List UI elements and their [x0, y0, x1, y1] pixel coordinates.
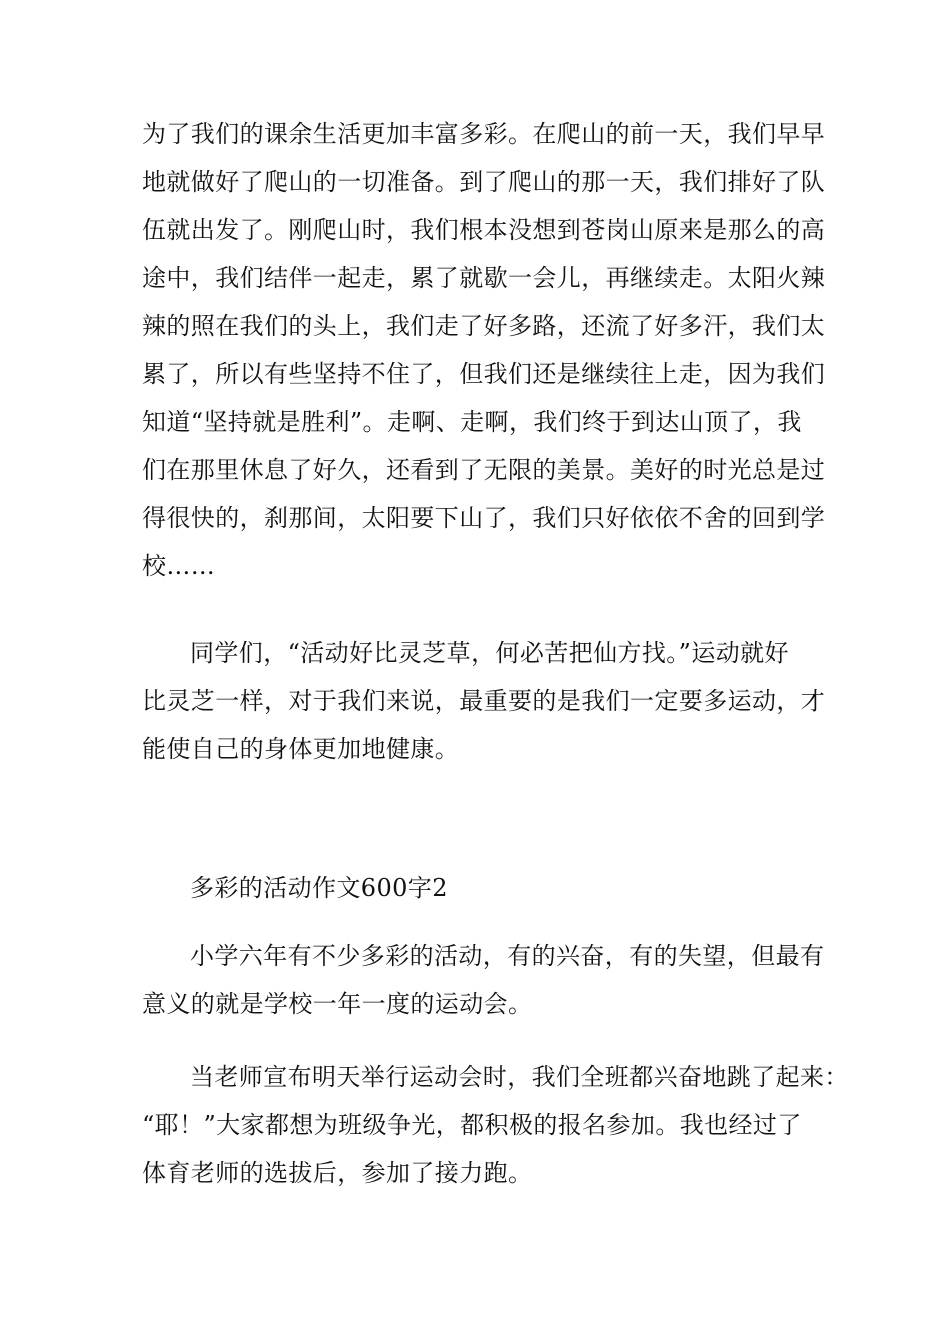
text-line: 比灵芝一样，对于我们来说，最重要的是我们一定要多运动，才 — [142, 687, 826, 715]
text-line: 得很快的，刹那间，太阳要下山了，我们只好依依不舍的回到学 — [142, 504, 826, 532]
text-line: 体育老师的选拔后，参加了接力跑。 — [142, 1159, 533, 1187]
text-line: 辣的照在我们的头上，我们走了好多路，还流了好多汗，我们太 — [142, 312, 826, 340]
text-line: 能使自己的身体更加地健康。 — [142, 735, 460, 763]
text-line: 们在那里休息了好久，还看到了无限的美景。美好的时光总是过 — [142, 456, 826, 484]
text-line: 校…… — [142, 552, 216, 580]
text-line: 当老师宣布明天举行运动会时，我们全班都兴奋地跳了起来： — [190, 1063, 849, 1091]
text-line: 知道“坚持就是胜利”。走啊、走啊，我们终于到达山顶了，我 — [142, 408, 802, 436]
text-line: 累了，所以有些坚持不住了，但我们还是继续往上走，因为我们 — [142, 360, 826, 388]
text-line: 为了我们的课余生活更加丰富多彩。在爬山的前一天，我们早早 — [142, 120, 826, 148]
text-line: 小学六年有不少多彩的活动，有的兴奋，有的失望，但最有 — [190, 942, 825, 970]
text-line: 同学们，“活动好比灵芝草，何必苦把仙方找。”运动就好 — [190, 639, 789, 667]
text-line: 伍就出发了。刚爬山时，我们根本没想到苍岗山原来是那么的高 — [142, 216, 826, 244]
text-line: “耶！”大家都想为班级争光，都积极的报名参加。我也经过了 — [142, 1111, 802, 1139]
text-line: 意义的就是学校一年一度的运动会。 — [142, 990, 533, 1018]
section-heading: 多彩的活动作文600字2 — [190, 874, 448, 902]
text-line: 地就做好了爬山的一切准备。到了爬山的那一天，我们排好了队 — [142, 168, 826, 196]
text-line: 途中，我们结伴一起走，累了就歇一会儿，再继续走。太阳火辣 — [142, 264, 826, 292]
